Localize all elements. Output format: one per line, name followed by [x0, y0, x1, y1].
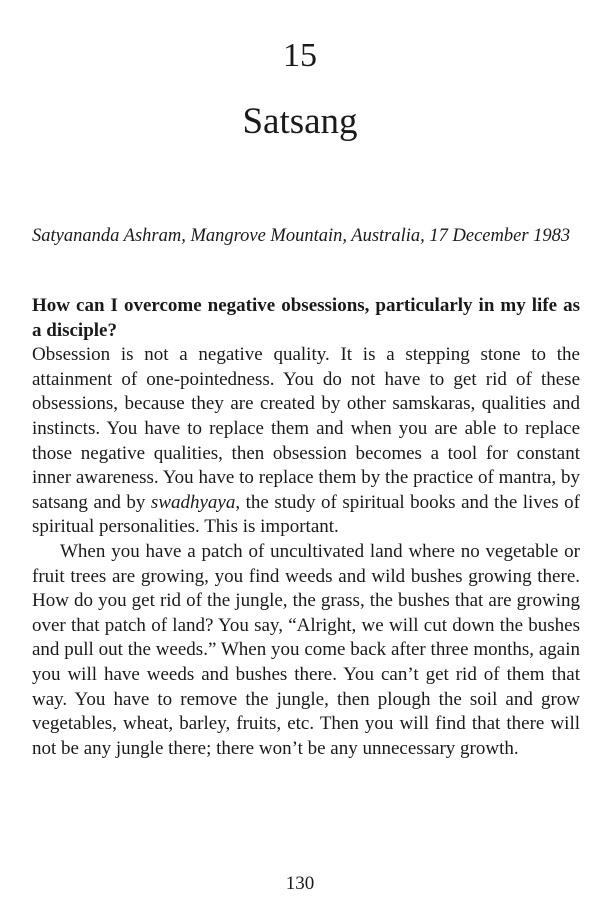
page-number: 130: [285, 873, 315, 894]
answer-paragraph-2: When you have a patch of uncultivated land where no vegetable or fruit trees are growing, you find weeds and wild bushes growing there. How do you get rid of the jungle, the grass, the bushes that are growing over that patch of land? You say, “Alright, we will cut down the bushes and pull out the weeds.” When you come back after three months, again you will have weeds and bushes there. You can’t get rid of them that way. You have to remove the jungle, then plough the soil and grow vegetables, wheat, barley, fruits, etc. Then you will find that there will not be any jungle there; there won’t be any unnecessary growth.: [32, 540, 580, 759]
answer-text: , the study of spiritual books and the lives of spiritual personalities. This is important.: [32, 491, 580, 538]
chapter-title: Satsang: [242, 101, 358, 142]
italic-term: swadhyaya: [150, 491, 236, 513]
answer-text: Obsession is not a negative quality. It is a stepping stone to the attainment of one-pointedness. You do not have to get rid of these obsessions, because they are created by other samskaras, qualities and instincts. You have to replace them and when you are able to replace those negative qualities, then obsession becomes a tool for constant inner awareness. You have to replace them by the practice of mantra, by satsang and by: [32, 344, 580, 513]
body-text: [32, 294, 580, 761]
location-dateline: Satyananda Ashram, Mangrove Mountain, Australia, 17 December 1983: [32, 226, 571, 246]
chapter-number: 15: [283, 37, 317, 74]
answer-paragraph-1: [32, 343, 580, 540]
question-heading: How can I overcome negative obsessions, particularly in my life as a disciple?: [32, 295, 580, 341]
